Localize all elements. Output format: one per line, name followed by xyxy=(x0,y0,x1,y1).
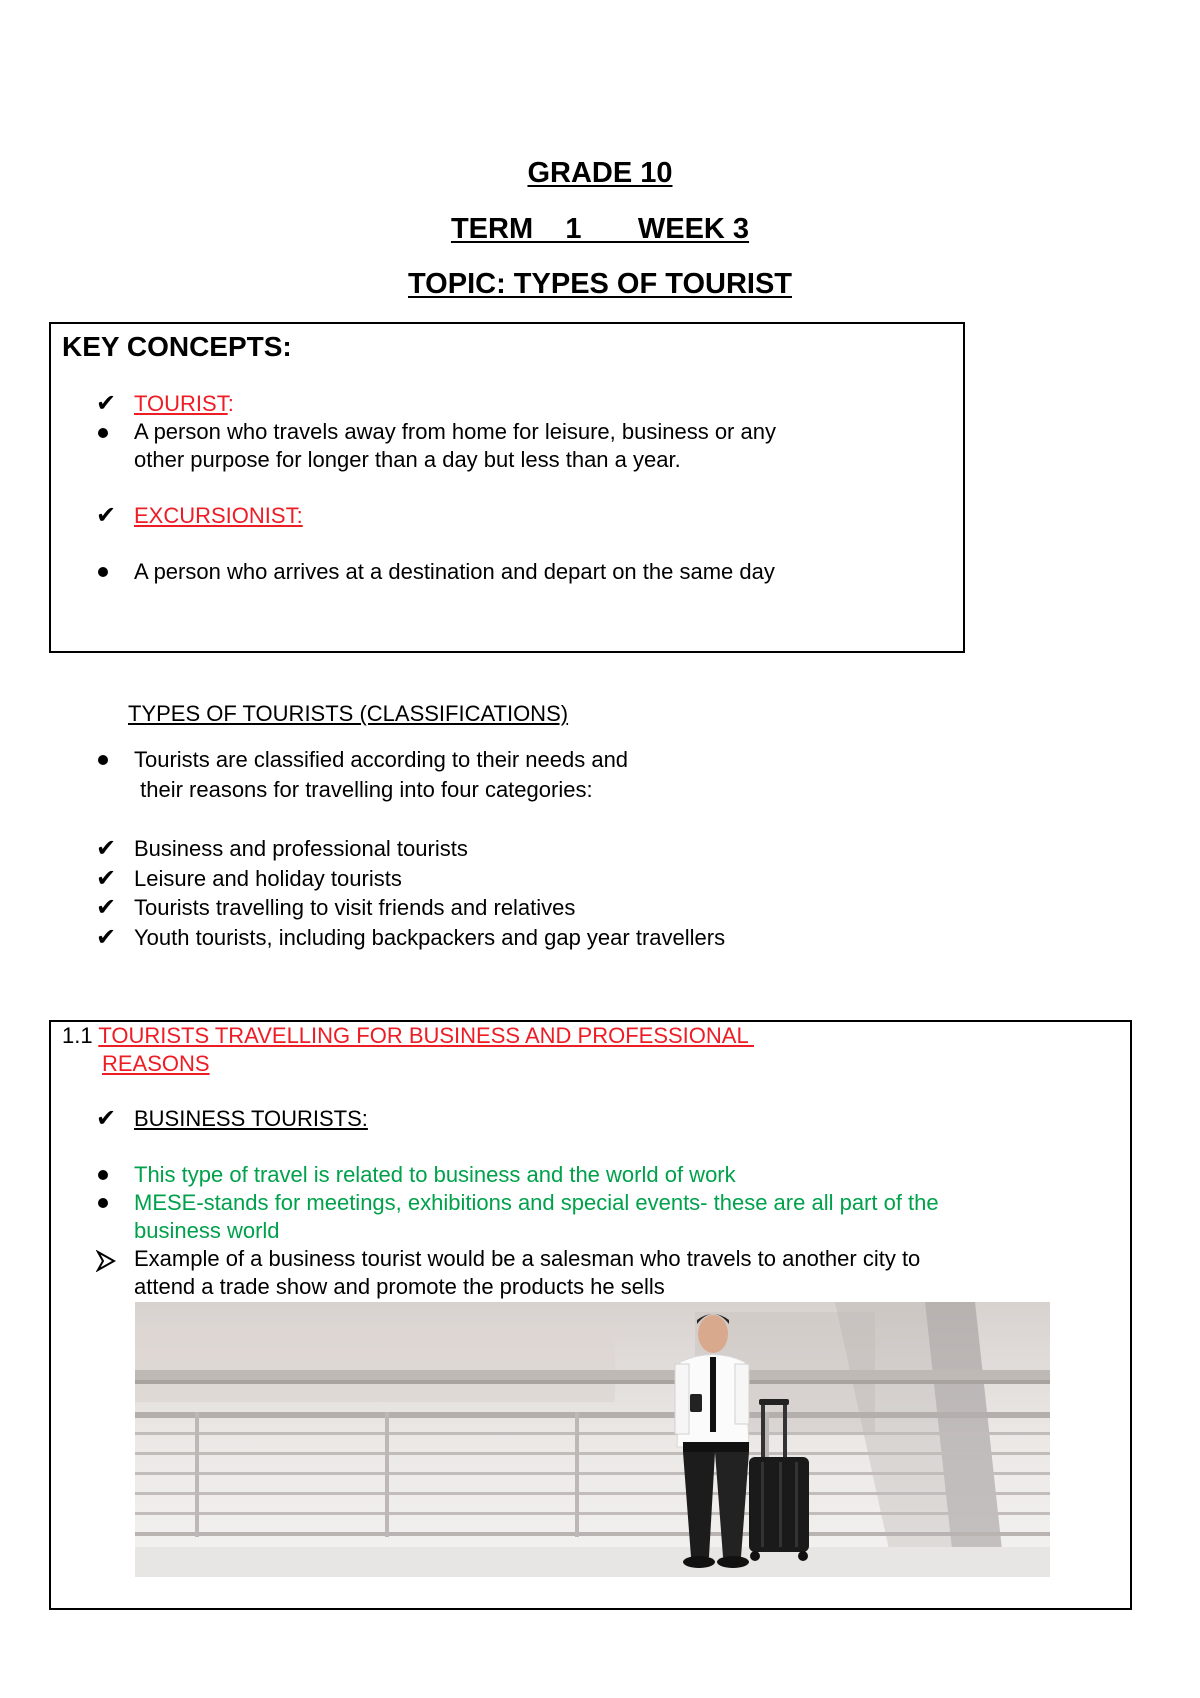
section-heading-line2: REASONS xyxy=(102,1051,210,1076)
bullet-icon xyxy=(98,755,108,765)
category-item: Leisure and holiday tourists xyxy=(134,866,402,891)
check-icon: ✔ xyxy=(96,390,117,417)
example-line2: attend a trade show and promote the products he sells xyxy=(134,1274,665,1299)
tourist-colon: : xyxy=(227,391,234,416)
check-icon: ✔ xyxy=(96,1105,117,1132)
check-icon: ✔ xyxy=(96,894,117,921)
excursionist-definition: A person who arrives at a destination and depart on the same day xyxy=(134,559,775,584)
section-number: 1.1 xyxy=(62,1023,99,1048)
business-point-1: This type of travel is related to business and the world of work xyxy=(134,1162,736,1187)
topic-title: TOPIC: TYPES OF TOURIST xyxy=(407,268,793,300)
tourist-term xyxy=(134,390,234,418)
category-item: Youth tourists, including backpackers and gap year travellers xyxy=(134,925,726,950)
check-icon: ✔ xyxy=(96,502,117,529)
section-heading-line1: TOURISTS TRAVELLING FOR BUSINESS AND PROFESSIONAL xyxy=(98,1023,754,1048)
tourist-term-label: TOURIST xyxy=(134,391,228,416)
check-icon: ✔ xyxy=(96,924,117,951)
businessman-photo xyxy=(135,1302,1050,1577)
key-concepts-box xyxy=(49,322,965,653)
types-intro-line1: Tourists are classified according to their needs and xyxy=(134,747,629,772)
category-item: Business and professional tourists xyxy=(134,836,468,861)
business-point-2-line2: business world xyxy=(134,1218,280,1243)
types-heading: TYPES OF TOURISTS (CLASSIFICATIONS) xyxy=(128,701,569,726)
term-week-title: TERM 1 WEEK 3 xyxy=(450,213,750,245)
example-line1: Example of a business tourist would be a salesman who travels to another city to xyxy=(134,1246,921,1271)
business-point-2-line1: MESE-stands for meetings, exhibitions and special events- these are all part of the xyxy=(134,1190,939,1215)
bullet-icon xyxy=(98,567,108,577)
tourist-definition-line2: other purpose for longer than a day but less than a year. xyxy=(134,447,681,472)
key-concepts-heading: KEY CONCEPTS: xyxy=(62,331,292,362)
check-icon: ✔ xyxy=(96,865,117,892)
arrow-bullet-icon xyxy=(96,1250,116,1272)
check-icon: ✔ xyxy=(96,835,117,862)
bullet-icon xyxy=(98,428,108,438)
grade-title: GRADE 10 xyxy=(527,157,673,189)
business-tourists-subheading: BUSINESS TOURISTS: xyxy=(134,1106,368,1131)
section-heading xyxy=(62,1022,754,1050)
tourist-definition-line1: A person who travels away from home for leisure, business or any xyxy=(134,419,776,444)
category-item: Tourists travelling to visit friends and relatives xyxy=(134,895,576,920)
bullet-icon xyxy=(98,1170,108,1180)
types-intro-line2: their reasons for travelling into four categories: xyxy=(134,777,593,802)
excursionist-term: EXCURSIONIST: xyxy=(134,503,303,528)
bullet-icon xyxy=(98,1198,108,1208)
